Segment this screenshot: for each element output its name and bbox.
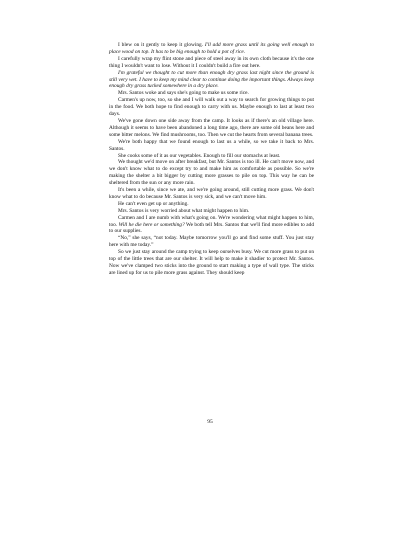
paragraph-5: Carmen's up now, too, so she and I will walk out a way to search for growing things to put in the food. We both hope to find enough to carry with us. Maybe enough to last at least two days. xyxy=(109,97,314,118)
paragraph-12: Mrs. Santos is very worried about what might happen to him. xyxy=(118,207,250,214)
paragraph-8: She cooks some of it as our vegetables. Enough to fill our stomachs at least. xyxy=(118,152,281,159)
paragraph-text: I blew on it gently to keep it glowing. xyxy=(118,42,205,48)
paragraph-10: It's been a while, since we ate, and we're going around, still cutting more grass. We don't know what to do because Mr. Santos is very sick, and we can't move him. xyxy=(109,187,314,200)
paragraph-italic-text: I'll add more grass until its going well enough to place wood on top. It has to be big enough to hold a pot of rice. xyxy=(109,42,314,55)
paragraph-2: I carefully wrap my flint stone and piece of steel away in its own cloth because it's the one thing I wouldn't want to lose. Without it I couldn't build a fire out here. xyxy=(109,55,314,69)
book-page-text xyxy=(109,42,314,277)
paragraph-11: He can't even get up or anything. xyxy=(118,200,189,207)
paragraph-italic-text: Will he die here or something? xyxy=(118,221,185,228)
paragraph-7: We're both happy that we found enough to last us a while, so we take it back to Mrs. Santos. xyxy=(109,138,314,152)
page-number: 95 xyxy=(207,419,213,425)
paragraph-1 xyxy=(109,42,314,56)
paragraph-4: Mrs. Santos woke and says she's going to make us some rice. xyxy=(118,90,249,97)
paragraph-text: We both tell Mrs. Santos that we'll find more edibles to add to our supplies. xyxy=(109,221,314,235)
paragraph-text: Carmen and I are numb with what's going on. We're wondering what might happen to him, too. xyxy=(109,214,314,228)
paragraph-14: “No,” she says, “not today. Maybe tomorrow you'll go and find some stuff. You just stay here with me today.” xyxy=(109,235,314,249)
paragraph-3: I'm grateful we thought to cut more than enough dry grass last night since the ground is still very wet. I have to keep my mind clear to continue doing the important things. Always keep enough dry grass tucked somewhere in a dry place. xyxy=(109,69,314,90)
paragraph-6: We've gone down one side away from the camp. It looks as if there's an old village here. Although it seems to have been abandoned a long time ago, there are some old beans here and some bitter melons. We find mushrooms, too. Then we cut the hearts from several banana trees. xyxy=(109,117,314,138)
paragraph-15: So we just stay around the camp trying to keep ourselves busy. We cut more grass to put on top of the little trees that are our shelter. It will help to make it shadier to protect Mr. Santos. Now we've clamped two sticks into the ground to start making a type of wall type. The sticks are lined up for us to pile more grass against. They should keep xyxy=(109,249,314,276)
paragraph-9: We thought we'd move on after breakfast, but Mr. Santos is too ill. He can't move now, and we don't know what to do except try to and make him as comfortable as possible. So we're making the shelter a bit bigger by cutting more grasses to pile on top. This way he can be sheltered from the sun or any more rain. xyxy=(109,159,314,187)
paragraph-13 xyxy=(109,215,314,236)
